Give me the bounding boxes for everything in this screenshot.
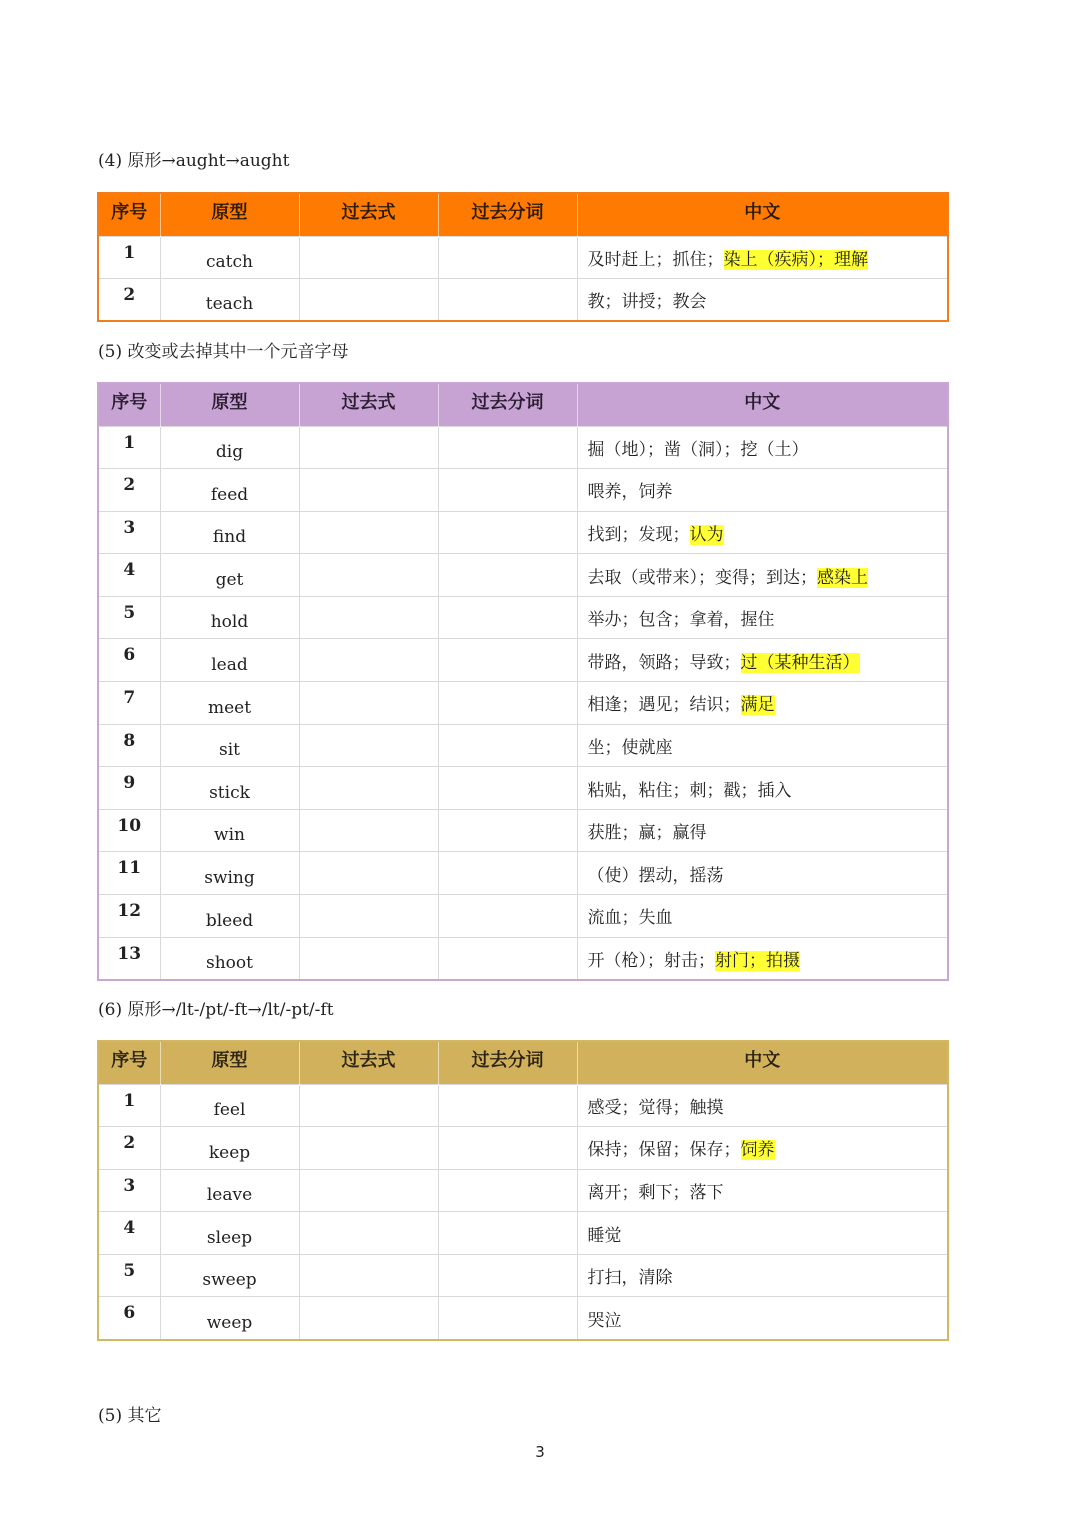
header-number: 序号 [98, 193, 160, 236]
row-number: 2 [98, 279, 160, 322]
chinese-meaning-cell [577, 1169, 948, 1212]
chinese-meaning-cell [577, 511, 948, 554]
chinese-meaning-cell [577, 852, 948, 895]
chinese-meaning-cell [577, 724, 948, 767]
chinese-meaning-cell [577, 682, 948, 725]
meaning-text: （使）摆动，摇荡 [587, 865, 724, 886]
row-number: 12 [98, 895, 160, 938]
past-participle-cell [438, 895, 577, 938]
row-number: 11 [98, 852, 160, 895]
base-form-cell: sweep [160, 1254, 299, 1297]
header-past-tense: 过去式 [299, 1041, 438, 1084]
chinese-meaning-cell [577, 469, 948, 512]
header-past-participle: 过去分词 [438, 1041, 577, 1084]
table-row [98, 724, 948, 767]
header-past-participle: 过去分词 [438, 383, 577, 426]
section-heading-5: (5) 改变或去掉其中一个元音字母 [98, 342, 349, 362]
base-form-cell: teach [160, 279, 299, 322]
past-tense-cell [299, 236, 438, 279]
header-base-form: 原型 [160, 383, 299, 426]
base-form-cell: feel [160, 1084, 299, 1127]
past-tense-cell [299, 639, 438, 682]
header-base-form: 原型 [160, 193, 299, 236]
past-participle-cell [438, 469, 577, 512]
base-form-cell: keep [160, 1127, 299, 1170]
past-participle-cell [438, 426, 577, 469]
base-form-cell: sit [160, 724, 299, 767]
meaning-text: 喂养，饲养 [587, 482, 673, 503]
chinese-meaning-cell [577, 937, 948, 980]
base-form-cell: win [160, 809, 299, 852]
meaning-text: 离开；剩下；落下 [587, 1182, 724, 1203]
base-form-cell: leave [160, 1169, 299, 1212]
chinese-meaning-cell [577, 279, 948, 322]
verb-table-aught [97, 192, 949, 322]
highlighted-meaning: 满足 [740, 695, 775, 716]
past-tense-cell [299, 279, 438, 322]
past-participle-cell [438, 511, 577, 554]
past-tense-cell [299, 469, 438, 512]
row-number: 7 [98, 682, 160, 725]
section-heading-4: (4) 原形→aught→aught [98, 151, 290, 171]
highlighted-meaning: 射门；拍摄 [715, 950, 800, 971]
meaning-text: 获胜；赢；赢得 [587, 823, 707, 844]
page-number: 3 [535, 1443, 545, 1461]
header-past-tense: 过去式 [299, 193, 438, 236]
table-row [98, 639, 948, 682]
table-row [98, 1254, 948, 1297]
meaning-text: 及时赶上；抓住； [587, 249, 724, 270]
table-row [98, 895, 948, 938]
chinese-meaning-cell [577, 1254, 948, 1297]
past-participle-cell [438, 596, 577, 639]
table-row [98, 596, 948, 639]
header-number: 序号 [98, 383, 160, 426]
past-participle-cell [438, 1212, 577, 1255]
chinese-meaning-cell [577, 1297, 948, 1340]
row-number: 2 [98, 1127, 160, 1170]
row-number: 1 [98, 426, 160, 469]
meaning-text: 哭泣 [587, 1310, 622, 1331]
table-row [98, 1127, 948, 1170]
past-participle-cell [438, 1254, 577, 1297]
table-row [98, 469, 948, 512]
past-participle-cell [438, 937, 577, 980]
past-tense-cell [299, 1169, 438, 1212]
table-row [98, 279, 948, 322]
header-number: 序号 [98, 1041, 160, 1084]
base-form-cell: weep [160, 1297, 299, 1340]
row-number: 1 [98, 1084, 160, 1127]
past-participle-cell [438, 639, 577, 682]
row-number: 13 [98, 937, 160, 980]
base-form-cell: catch [160, 236, 299, 279]
base-form-cell: dig [160, 426, 299, 469]
meaning-text: 睡觉 [587, 1225, 622, 1246]
highlighted-meaning: 过（某种生活） [740, 652, 860, 673]
row-number: 5 [98, 596, 160, 639]
header-chinese: 中文 [577, 383, 948, 426]
past-participle-cell [438, 1169, 577, 1212]
past-participle-cell [438, 767, 577, 810]
past-participle-cell [438, 724, 577, 767]
past-tense-cell [299, 895, 438, 938]
table-row [98, 767, 948, 810]
row-number: 4 [98, 554, 160, 597]
table-row [98, 1297, 948, 1340]
past-participle-cell [438, 1127, 577, 1170]
past-tense-cell [299, 809, 438, 852]
row-number: 1 [98, 236, 160, 279]
header-past-participle: 过去分词 [438, 193, 577, 236]
past-participle-cell [438, 809, 577, 852]
chinese-meaning-cell [577, 1212, 948, 1255]
highlighted-meaning: 感染上 [817, 567, 868, 588]
past-tense-cell [299, 937, 438, 980]
meaning-text: 掘（地）；凿（洞）；挖（土） [587, 439, 809, 460]
base-form-cell: meet [160, 682, 299, 725]
header-chinese: 中文 [577, 1041, 948, 1084]
table-row [98, 426, 948, 469]
row-number: 6 [98, 639, 160, 682]
meaning-text: 坐；使就座 [587, 737, 673, 758]
past-participle-cell [438, 1297, 577, 1340]
row-number: 2 [98, 469, 160, 512]
base-form-cell: hold [160, 596, 299, 639]
row-number: 8 [98, 724, 160, 767]
table-row [98, 682, 948, 725]
meaning-text: 感受；觉得；触摸 [587, 1097, 724, 1118]
meaning-text: 粘贴，粘住；刺；戳；插入 [587, 780, 792, 801]
table-row [98, 809, 948, 852]
table-row [98, 511, 948, 554]
chinese-meaning-cell [577, 554, 948, 597]
past-tense-cell [299, 511, 438, 554]
table-row [98, 236, 948, 279]
table-header-row [98, 383, 948, 426]
table-row [98, 554, 948, 597]
chinese-meaning-cell [577, 1127, 948, 1170]
chinese-meaning-cell [577, 895, 948, 938]
highlighted-meaning: 饲养 [740, 1140, 775, 1161]
row-number: 10 [98, 809, 160, 852]
verb-table-lt-pt-ft [97, 1040, 949, 1341]
table-row [98, 937, 948, 980]
header-base-form: 原型 [160, 1041, 299, 1084]
section-heading-other: (5) 其它 [98, 1406, 162, 1426]
past-tense-cell [299, 1212, 438, 1255]
past-participle-cell [438, 682, 577, 725]
past-participle-cell [438, 1084, 577, 1127]
past-tense-cell [299, 1297, 438, 1340]
past-tense-cell [299, 426, 438, 469]
table-header-row [98, 1041, 948, 1084]
meaning-text: 保持；保留；保存； [587, 1140, 741, 1161]
verb-table-vowel-change [97, 382, 949, 981]
past-participle-cell [438, 279, 577, 322]
past-tense-cell [299, 1084, 438, 1127]
past-participle-cell [438, 852, 577, 895]
chinese-meaning-cell [577, 767, 948, 810]
meaning-text: 找到；发现； [587, 524, 690, 545]
meaning-text: 相逢；遇见；结识； [587, 695, 741, 716]
chinese-meaning-cell [577, 639, 948, 682]
base-form-cell: sleep [160, 1212, 299, 1255]
chinese-meaning-cell [577, 236, 948, 279]
table-row [98, 852, 948, 895]
past-participle-cell [438, 554, 577, 597]
highlighted-meaning: 染上（疾病）；理解 [723, 249, 868, 270]
past-tense-cell [299, 554, 438, 597]
meaning-text: 带路，领路；导致； [587, 652, 741, 673]
chinese-meaning-cell [577, 1084, 948, 1127]
table-row [98, 1084, 948, 1127]
row-number: 5 [98, 1254, 160, 1297]
past-tense-cell [299, 852, 438, 895]
highlighted-meaning: 认为 [689, 524, 724, 545]
table-row [98, 1169, 948, 1212]
past-tense-cell [299, 682, 438, 725]
row-number: 6 [98, 1297, 160, 1340]
base-form-cell: feed [160, 469, 299, 512]
meaning-text: 开（枪）；射击； [587, 950, 715, 971]
base-form-cell: get [160, 554, 299, 597]
chinese-meaning-cell [577, 426, 948, 469]
past-tense-cell [299, 724, 438, 767]
past-tense-cell [299, 1254, 438, 1297]
row-number: 3 [98, 1169, 160, 1212]
meaning-text: 举办；包含；拿着，握住 [587, 610, 775, 631]
base-form-cell: find [160, 511, 299, 554]
header-past-tense: 过去式 [299, 383, 438, 426]
meaning-text: 去取（或带来）；变得；到达； [587, 567, 817, 588]
base-form-cell: stick [160, 767, 299, 810]
base-form-cell: shoot [160, 937, 299, 980]
past-tense-cell [299, 596, 438, 639]
table-row [98, 1212, 948, 1255]
past-tense-cell [299, 767, 438, 810]
meaning-text: 流血；失血 [587, 908, 673, 929]
table-header-row [98, 193, 948, 236]
meaning-text: 教；讲授；教会 [587, 292, 707, 313]
header-chinese: 中文 [577, 193, 948, 236]
chinese-meaning-cell [577, 596, 948, 639]
chinese-meaning-cell [577, 809, 948, 852]
past-tense-cell [299, 1127, 438, 1170]
base-form-cell: lead [160, 639, 299, 682]
past-participle-cell [438, 236, 577, 279]
row-number: 3 [98, 511, 160, 554]
base-form-cell: bleed [160, 895, 299, 938]
base-form-cell: swing [160, 852, 299, 895]
meaning-text: 打扫，清除 [587, 1268, 673, 1289]
row-number: 9 [98, 767, 160, 810]
row-number: 4 [98, 1212, 160, 1255]
section-heading-6: (6) 原形→/lt-/pt/-ft→/lt/-pt/-ft [98, 1000, 334, 1020]
